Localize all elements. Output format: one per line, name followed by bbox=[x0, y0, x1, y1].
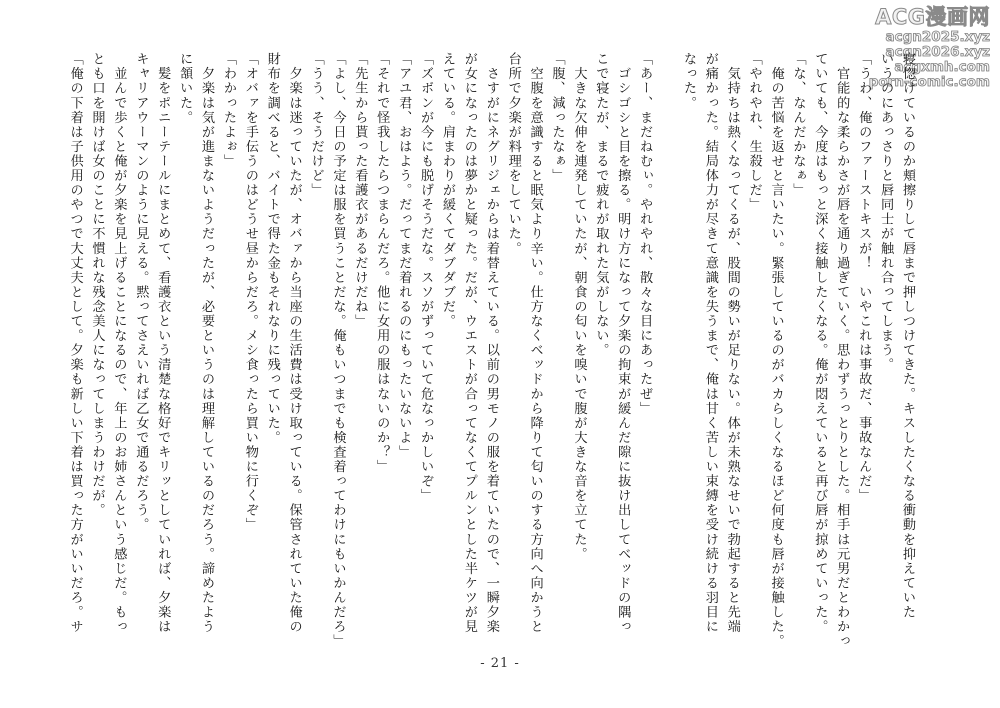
watermark-domain: acgn2025.xyz bbox=[885, 28, 990, 45]
text-line: 官能的な柔らかさが唇を通り過ぎていく。思わずうっとりとした。相手は元男だとわかっ bbox=[834, 52, 850, 649]
watermark-logo: ACG漫画网 bbox=[875, 5, 990, 29]
text-line: 並んで歩くと俺が夕楽を見上げることになるので、年上のお姉さんという感じだ。もっ bbox=[111, 52, 127, 634]
text-line: こで寝たが、まるで疲れが取れた気がしない。 bbox=[593, 52, 609, 358]
text-line: なった。 bbox=[680, 52, 696, 111]
text-line: 「アユ君、おはよう。だってまだ着れるのにもったいないよ」 bbox=[396, 52, 412, 460]
text-line: 「な、なんだかなぁ」 bbox=[790, 52, 806, 198]
vertical-text-body bbox=[67, 52, 918, 649]
text-line: 大きな欠伸を連発していたが、朝食の匂いを嗅いで腹が大きな音を立てた。 bbox=[571, 52, 587, 562]
text-line: 「先生から貰った看護衣があるだけだね」 bbox=[352, 52, 368, 329]
page-number: - 21 - bbox=[480, 656, 520, 671]
text-line: さすがにネグリジェからは着替えている。以前の男モノの服を着ていたので、一瞬夕楽 bbox=[483, 52, 499, 634]
text-line: 台所で夕楽が料理をしていた。 bbox=[505, 52, 521, 256]
text-line: いうのにあっさりと唇同士が触れ合ってしまう。 bbox=[878, 52, 894, 373]
text-line: に頷いた。 bbox=[177, 52, 193, 125]
text-line: 「ズボンが今にも脱げそうだな。スソがずっていて危なっかしいぞ」 bbox=[418, 52, 434, 504]
text-line: 「よし、今日の予定は服を買うことだな。俺もいつまでも検査着ってわけにもいかんだろ」 bbox=[330, 52, 346, 649]
text-line: 気持ちは熱くなってくるが、股間の勢いが足りない。体が未熟なせいで勃起すると先端 bbox=[724, 52, 740, 634]
text-line: 「うわ、俺のファーストキスが！ いやこれは事故だ、事故なんだ」 bbox=[856, 52, 872, 504]
watermark-domain: porn-comic.com bbox=[868, 73, 990, 90]
text-line: 「腹、減ったなぁ」 bbox=[549, 52, 565, 183]
section-break bbox=[655, 52, 677, 632]
text-line: ゴシゴシと目を擦る。明け方になって夕楽の拘束が緩んだ隙に抜け出してベッドの隅っ bbox=[615, 52, 631, 634]
text-line: 夕楽は迷っていたが、オバァから当座の生活費は受け取っている。保管されていた俺の bbox=[286, 52, 302, 634]
text-line: 財布を調べると、バイトで得た金もそれなりに残っていた。 bbox=[264, 52, 280, 445]
text-line: キャリアウーマンのように見える。黙ってさえいれば乙女で通るだろう。 bbox=[133, 52, 149, 533]
text-line: 「うう、そうだけど」 bbox=[308, 52, 324, 198]
watermark-domain: acgn2026.xyz bbox=[885, 43, 990, 60]
text-line: 空腹を意識すると眠気より辛い。仕方なくベッドから降りて匂いのする方向へ向かうと bbox=[527, 52, 543, 634]
text-line: 俺の苦悩を返せと言いたい。緊張しているのがバカらしくなるほど何度も唇が接触した。 bbox=[768, 52, 784, 649]
text-line: ていても、今度はもっと深く接触したくなる。俺が悶えていると再び唇が掠めていった。 bbox=[812, 52, 828, 634]
text-line: 「それで怪我したらつまらんだろ。他に女用の服はないのか？」 bbox=[374, 52, 390, 474]
text-line: とも口を開けば女のことに不慣れな残念美人になってしまうわけだが。 bbox=[89, 52, 105, 518]
watermark-domain: acgxmh.com bbox=[894, 58, 990, 75]
text-line: 髪をポニーテールにまとめて、看護衣という清楚な格好でキリッとしていれば、夕楽は bbox=[155, 52, 171, 634]
text-line: 「あー、まだねむぃ。やれやれ、散々な目にあったぜ」 bbox=[637, 52, 653, 416]
text-line: が女になったのは夢かと疑った。だが、ウエストが合ってなくてプルンとした半ケツが見 bbox=[461, 52, 477, 634]
text-line: 寝惚けているのか頬擦りして唇まで押しつけてきた。キスしたくなる衝動を抑えていた bbox=[900, 52, 915, 620]
text-line: えている。肩まわりが緩くてダブダブだ。 bbox=[439, 52, 455, 329]
text-line: 「やれやれ、生殺しだ」 bbox=[746, 52, 762, 213]
text-line: 「わかったよぉ」 bbox=[220, 52, 236, 169]
text-line: 「オバァを手伝うのはどうせ昼からだろ。メシ食ったら買い物に行くぞ」 bbox=[242, 52, 258, 533]
text-line: 「俺の下着は子供用のやつで大丈夫として。夕楽も新しい下着は買った方がいいだろ。サ bbox=[67, 52, 83, 634]
text-line: 夕楽は気が進まないようだったが、必要というのは理解しているのだろう。諦めたよう bbox=[199, 52, 215, 634]
text-line: が痛かった。結局体力が尽きて意識を失うまで、俺は甘く苦しい束縛を受け続ける羽目に bbox=[702, 52, 718, 634]
